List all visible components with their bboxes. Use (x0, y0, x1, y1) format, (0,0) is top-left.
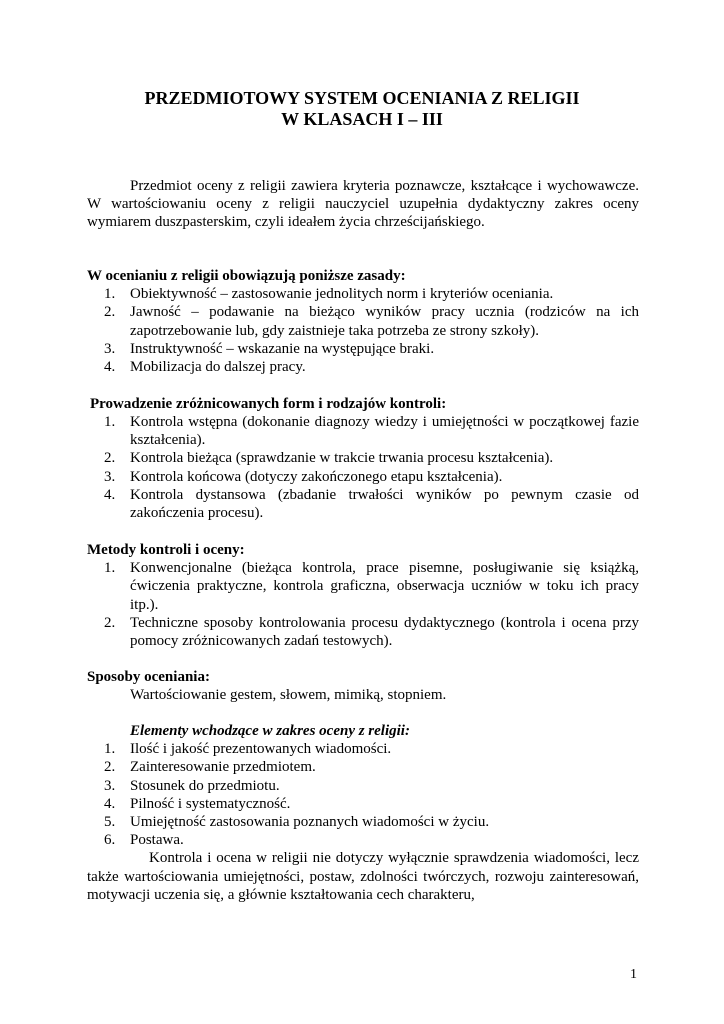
list-item (87, 559, 639, 614)
section-heading: Metody kontroli i oceny: (87, 542, 245, 558)
list-text: Obiektywność – zastosowanie jednolitych norm i kryteriów oceniania. (130, 286, 554, 303)
list-text: Techniczne sposoby kontrolowania procesu dydaktycznego (kontrola i ocena przy pomocy zróżnicowanych zadań testowych). (130, 614, 639, 650)
page-number: 1 (630, 967, 637, 982)
list-item (87, 813, 639, 831)
list-text: Jawność – podawanie na bieżąco wyników pracy ucznia (rodziców na ich zapotrzebowanie lub, gdy zaistnieje taka potrzeba ze strony szkoły). (130, 304, 639, 339)
list-item (87, 777, 639, 795)
list-item (87, 468, 639, 486)
closing-paragraph: Kontrola i ocena w religii nie dotyczy wyłącznie sprawdzenia wiadomości, lecz także wartościowania umiejętności, postaw, zdolności twórczych, rozwoju zainteresowań, motywacji uczenia się, a głównie kształtowania cech charakteru, (87, 850, 639, 903)
list-text: Postawa. (130, 832, 184, 849)
list-text: Kontrola dystansowa (zbadanie trwałości wyników po pewnym czasie od zakończenia procesu). (130, 486, 639, 522)
section-metody (87, 541, 639, 650)
list-item (87, 614, 639, 650)
sposoby-text: Wartościowanie gestem, słowem, mimiką, stopniem. (130, 687, 447, 704)
list-text: Instruktywność – wskazanie na występujące braki. (130, 340, 435, 357)
list-text: Stosunek do przedmiotu. (130, 777, 280, 794)
list-number: 2. (104, 759, 116, 776)
kontrola-list (87, 413, 639, 522)
list-item (87, 449, 639, 467)
list-number: 2. (104, 304, 116, 321)
list-item (87, 831, 639, 849)
title-line-1: PRZEDMIOTOWY SYSTEM OCENIANIA Z RELIGII (144, 88, 580, 108)
list-item (87, 413, 639, 449)
section-elementy (87, 722, 639, 904)
list-number: 3. (104, 468, 116, 485)
list-number: 4. (104, 795, 116, 812)
list-number: 3. (104, 340, 116, 357)
list-number: 5. (104, 814, 116, 831)
list-text: Konwencjonalne (bieżąca kontrola, prace pisemne, posługiwanie się książką, ćwiczenia praktyczne, kontrola graficzna, obserwacja uczniów w toku ich pracy itp.). (130, 560, 639, 613)
list-item (87, 285, 639, 303)
section-kontrola (90, 395, 642, 413)
list-text: Kontrola końcowa (dotyczy zakończonego etapu kształcenia). (130, 468, 503, 485)
list-number: 1. (104, 560, 116, 577)
section-sposoby (87, 668, 639, 704)
list-number: 4. (104, 486, 116, 503)
list-text: Kontrola bieżąca (sprawdzanie w trakcie trwania procesu kształcenia). (130, 450, 554, 467)
zasady-list (87, 285, 639, 376)
title-line-2: W KLASACH I – III (281, 109, 443, 129)
metody-list (87, 559, 639, 650)
list-item (87, 340, 639, 358)
list-number: 2. (104, 614, 116, 631)
section-heading: W ocenianiu z religii obowiązują poniższe zasady: (87, 268, 406, 284)
list-item (87, 358, 639, 376)
list-text: Mobilizacja do dalszej pracy. (130, 359, 306, 376)
list-number: 1. (104, 741, 116, 758)
list-item (87, 758, 639, 776)
list-text: Ilość i jakość prezentowanych wiadomości. (130, 741, 392, 758)
document-title (0, 88, 724, 130)
list-text: Zainteresowanie przedmiotem. (130, 759, 316, 776)
section-heading: Sposoby oceniania: (87, 669, 210, 685)
list-text: Kontrola wstępna (dokonanie diagnozy wiedzy i umiejętności w początkowej fazie kształcenia). (130, 414, 639, 449)
section-heading: Elementy wchodzące w zakres oceny z religii: (130, 723, 410, 739)
list-number: 1. (104, 414, 116, 430)
list-number: 4. (104, 359, 116, 376)
list-number: 2. (104, 450, 116, 467)
section-kontrola-list (87, 413, 639, 522)
intro-paragraph: Przedmiot oceny z religii zawiera kryteria poznawcze, kształcące i wychowawcze. W wartościowaniu oceny z religii nauczyciel uzupełnia dydaktyczny zakres oceny wymiarem duszpasterskim, czyli ideałem życia chrześcijańskiego. (87, 178, 639, 231)
list-number: 1. (104, 286, 116, 303)
list-text: Umiejętność zastosowania poznanych wiadomości w życiu. (130, 814, 490, 831)
list-item (87, 303, 639, 339)
elementy-list (87, 740, 639, 849)
list-number: 3. (104, 777, 116, 794)
list-text: Pilność i systematyczność. (130, 795, 291, 812)
section-zasady (87, 267, 639, 376)
list-item (87, 795, 639, 813)
list-item (87, 486, 639, 522)
list-item (87, 740, 639, 758)
list-number: 6. (104, 832, 116, 849)
section-heading: Prowadzenie zróżnicowanych form i rodzajów kontroli: (90, 396, 447, 412)
